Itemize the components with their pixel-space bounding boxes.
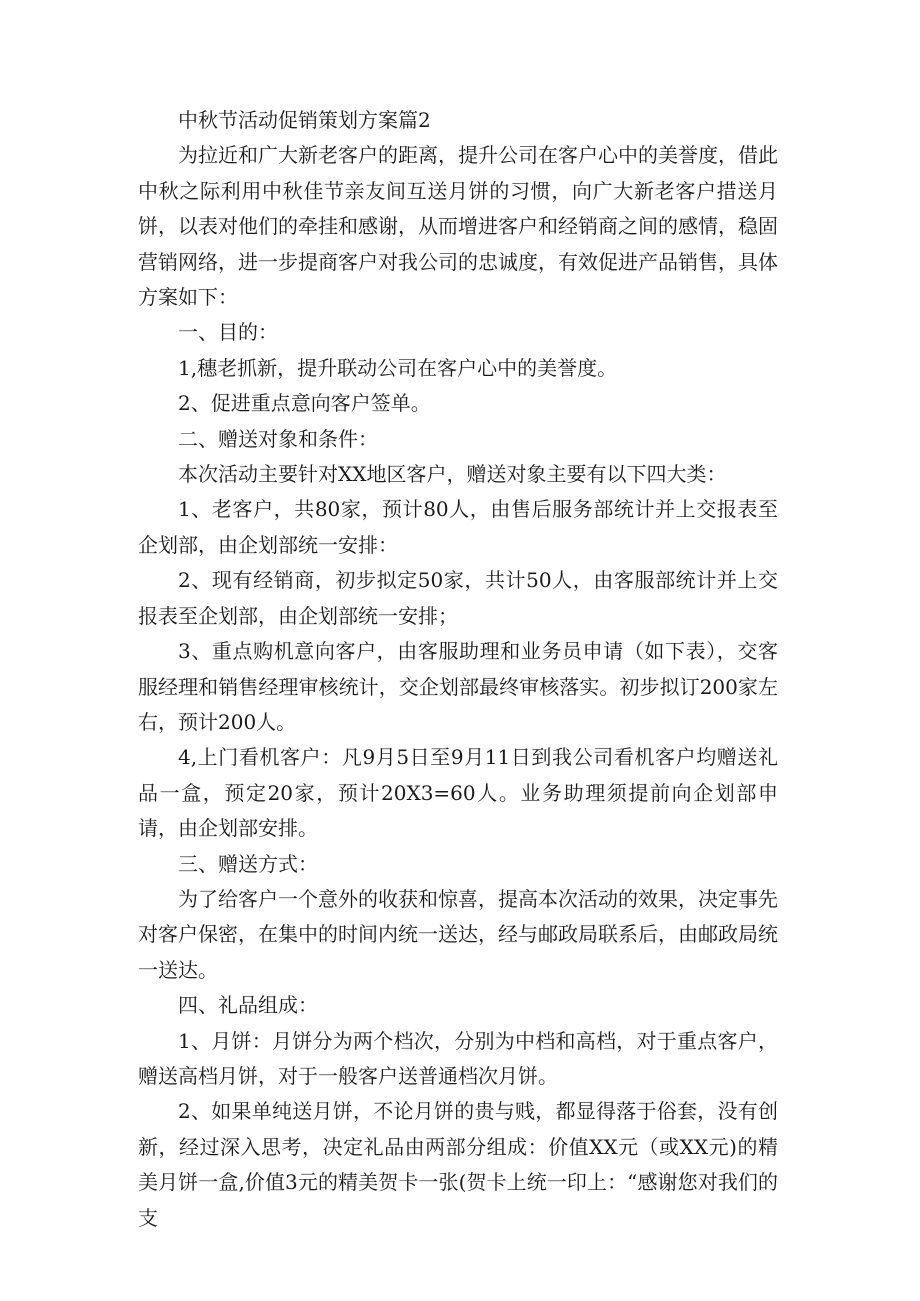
paragraph-purpose-1: 1,穗老抓新，提升联动公司在客户心中的美誉度。 <box>178 355 618 380</box>
section-heading-gifts: 四、礼品组成： <box>178 993 318 1018</box>
section-heading-recipients: 二、赠送对象和条件： <box>178 426 378 451</box>
section-heading-purpose: 一、目的： <box>178 320 278 345</box>
paragraph-recipients-4: 4,上门看机客户：凡9月5日至9月11日到我公司看机客户均赠送礼品一盒，预定20家，预计20X3=60人。业务助理须提前向企划部申请，由企划部安排。 <box>138 745 778 841</box>
paragraph-gifts-2: 2、如果单纯送月饼，不论月饼的贵与贱，都显得落于俗套，没有创新，经过深入思考，决定礼品由两部分组成：价值XX元（或XX元)的精美月饼一盒,价值3元的精美贺卡一张(贺卡上统一印上：“感谢您对我们的支 <box>138 1099 778 1230</box>
paragraph-recipients-3: 3、重点购机意向客户，由客服助理和业务员申请（如下表），交客服经理和销售经理审核统计，交企划部最终审核落实。初步拟订200家左右，预计200人。 <box>138 639 778 734</box>
document-body <box>138 103 778 1236</box>
paragraph-recipients-1: 1、老客户，共80家，预计80人，由售后服务部统计并上交报表至企划部，由企划部统一安排： <box>138 497 778 557</box>
paragraph-gifts-1: 1、月饼：月饼分为两个档次，分别为中档和高档，对于重点客户，赠送高档月饼，对于一般客户送普通档次月饼。 <box>138 1028 778 1088</box>
paragraph-recipients-2: 2、现有经销商，初步拟定50家，共计50人，由客服部统计并上交报表至企划部，由企划部统一安排； <box>138 568 778 628</box>
document-title: 中秋节活动促销策划方案篇2 <box>178 108 431 132</box>
paragraph-recipients-intro: 本次活动主要针对XX地区客户，赠送对象主要有以下四大类： <box>178 462 727 487</box>
paragraph-intro: 为拉近和广大新老客户的距离，提升公司在客户心中的美誉度，借此中秋之际利用中秋佳节亲友间互送月饼的习惯，向广大新老客户措送月饼，以表对他们的牵挂和感谢，从而增进客户和经销商之间的感情，稳固营销网络，进一步提商客户对我公司的忠诚度，有效促进产品销售，具体方案如下： <box>138 143 778 310</box>
paragraph-method: 为了给客户一个意外的收获和惊喜，提高本次活动的效果，决定事先对客户保密，在集中的时间内统一送达，经与邮政局联系后，由邮政局统一送达。 <box>138 886 778 982</box>
section-heading-method: 三、赠送方式： <box>178 851 318 876</box>
paragraph-purpose-2: 2、促进重点意向客户签单。 <box>178 391 431 416</box>
